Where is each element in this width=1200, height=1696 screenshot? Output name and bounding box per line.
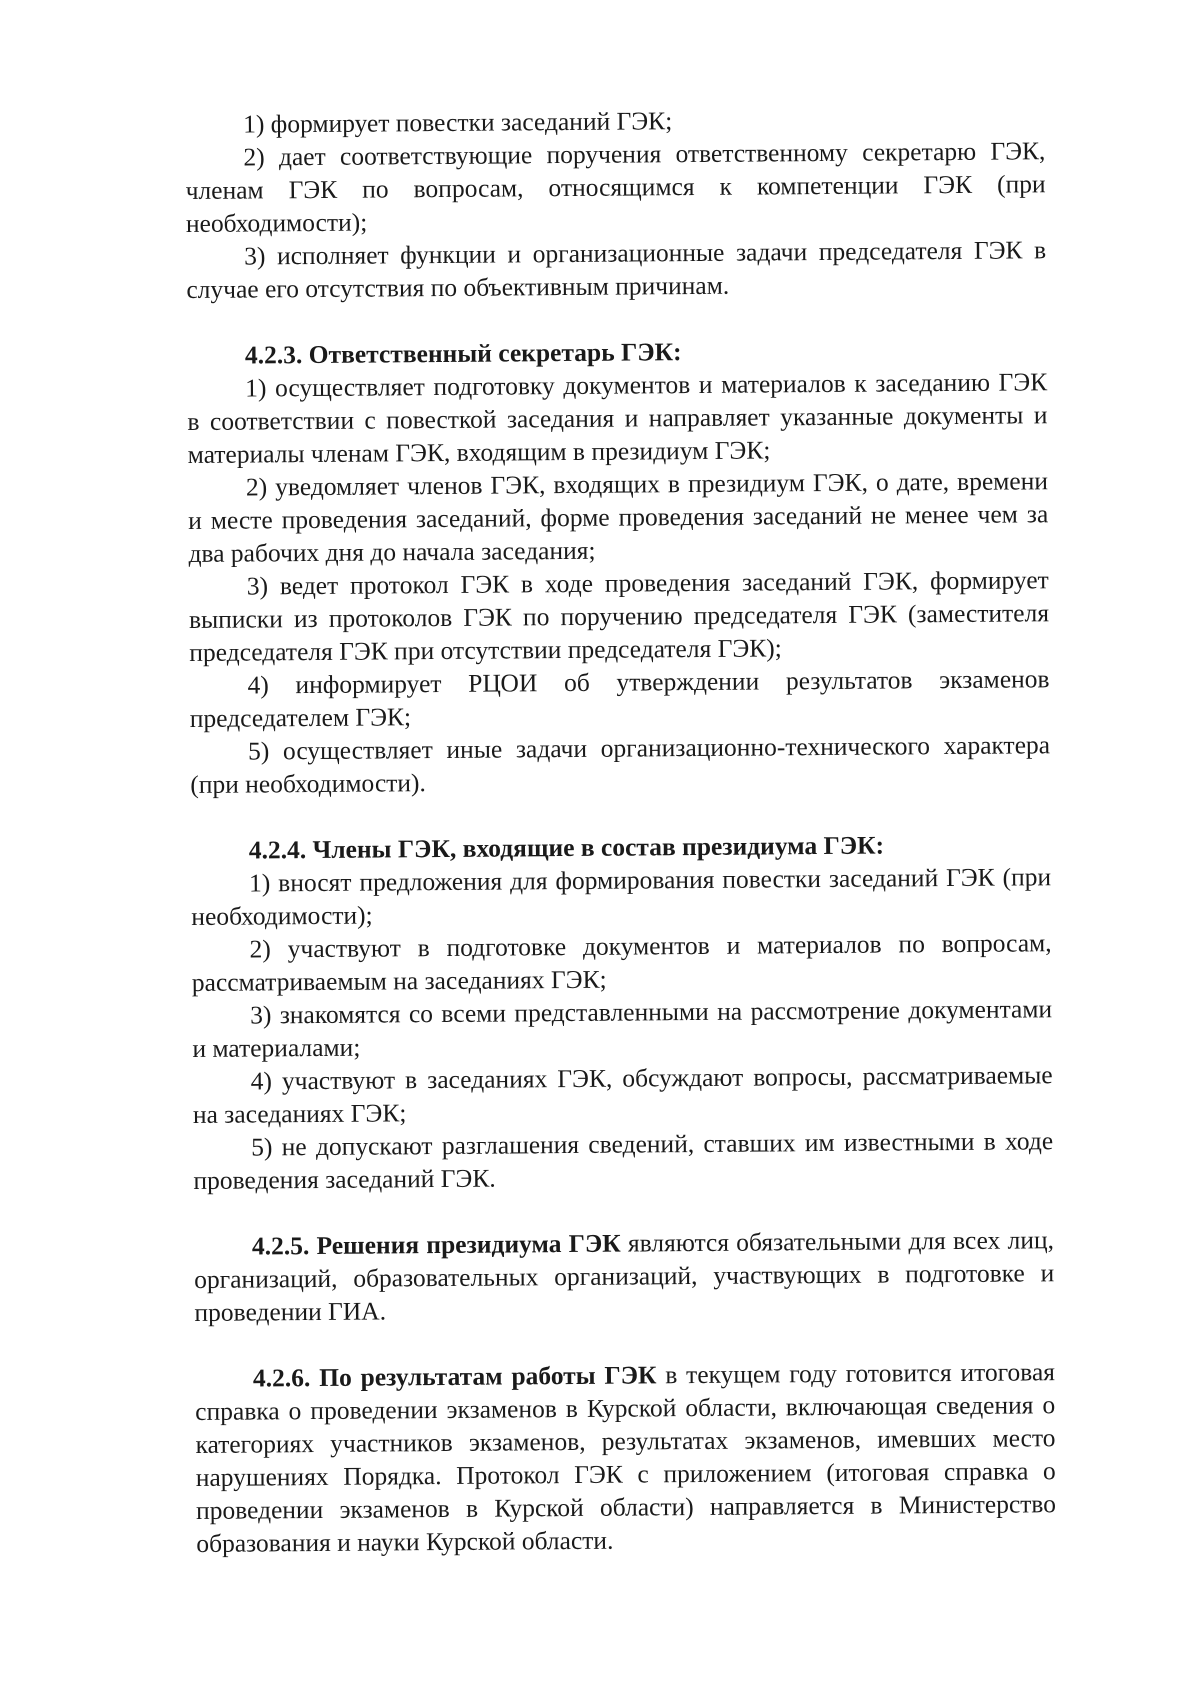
section-paragraph	[195, 1355, 1057, 1560]
list-item: 3) исполняет функции и организационные задачи председателя ГЭК в случае его отсутствия по объективным причинам.	[186, 235, 1047, 304]
list-item: 4) участвуют в заседаниях ГЭК, обсуждают вопросы, рассматриваемые на заседаниях ГЭК;	[192, 1060, 1053, 1129]
document-body	[185, 101, 1056, 1560]
list-item: 4) информирует РЦОИ об утверждении результатов экзаменов председателем ГЭК;	[189, 664, 1050, 733]
list-item: 1) вносят предложения для формирования повестки заседаний ГЭК (при необходимости);	[191, 862, 1052, 931]
section-text: являются обязательными для всех лиц, организаций, образовательных организаций, участвующих в подготовке и проведении ГИА.	[194, 1225, 1055, 1327]
list-item: 5) осуществляет иные задачи организационно-технического характера (при необходимости).	[190, 730, 1051, 799]
section-lead: 4.2.6. По результатам работы ГЭК	[252, 1360, 657, 1393]
list-item: 1) формирует повестки заседаний ГЭК;	[243, 106, 673, 139]
section-text: в текущем году готовится итоговая справка о проведении экзаменов в Курской области, включающая сведения о категориях участников экзаменов, результатах экзаменов, имевших место нарушениях Порядка. Протокол ГЭК с приложением (итоговая справка о проведении экзаменов в Курской области) направляется в Министерство образования и науки Курской области.	[195, 1357, 1057, 1558]
section-lead: 4.2.5. Решения президиума ГЭК	[251, 1228, 621, 1261]
section-heading: 4.2.3. Ответственный секретарь ГЭК:	[244, 337, 682, 370]
list-item: 1) осуществляет подготовку документов и материалов к заседанию ГЭК в соответствии с повесткой заседания и направляет указанные документы и материалы членам ГЭК, входящим в президиум ГЭК;	[187, 367, 1048, 469]
section-4-2-6	[195, 1355, 1057, 1560]
list-item: 2) дает соответствующие поручения ответственному секретарю ГЭК, членам ГЭК по вопросам, относящимся к компетенции ГЭК (при необходимости);	[185, 136, 1046, 238]
section-heading: 4.2.4. Члены ГЭК, входящие в состав президиума ГЭК:	[248, 830, 885, 865]
list-item: 3) знакомятся со всеми представленными на рассмотрение документами и материалами;	[192, 994, 1053, 1063]
previous-section-continuation	[185, 101, 1047, 306]
list-item: 2) уведомляет членов ГЭК, входящих в президиум ГЭК, о дате, времени и месте проведения заседаний, форме проведения заседаний не менее чем за два рабочих дня до начала заседания;	[188, 466, 1049, 568]
list-item: 5) не допускают разглашения сведений, ставших им известными в ходе проведения заседаний ГЭК.	[193, 1126, 1054, 1195]
section-paragraph	[194, 1223, 1055, 1329]
list-item: 2) участвуют в подготовке документов и материалов по вопросам, рассматриваемым на заседаниях ГЭК;	[191, 928, 1052, 997]
list-item: 3) ведет протокол ГЭК в ходе проведения заседаний ГЭК, формирует выписки из протоколов ГЭК по поручению председателя ГЭК (заместителя председателя ГЭК при отсутствии председателя ГЭК);	[188, 565, 1050, 667]
section-4-2-3	[187, 332, 1051, 801]
section-4-2-5	[194, 1223, 1055, 1329]
section-4-2-4	[191, 827, 1054, 1197]
